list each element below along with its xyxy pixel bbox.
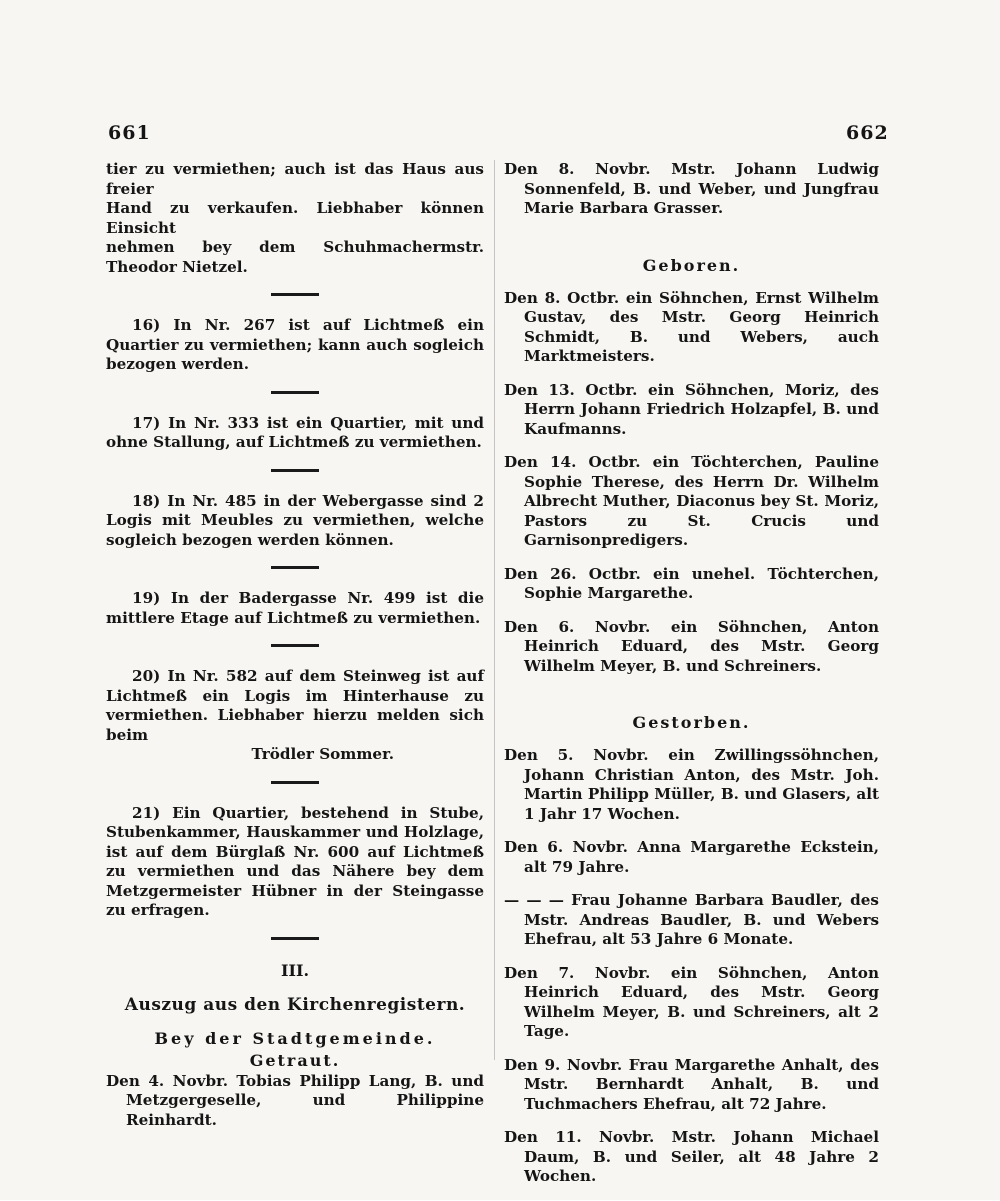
separator-dash <box>271 293 319 296</box>
section-number: III. <box>280 960 310 980</box>
parish-heading: Bey der Stadtgemeinde. <box>154 1028 436 1048</box>
section-title: Auszug aus den Kirchenregistern. <box>124 994 466 1015</box>
ad-18: 18) In Nr. 485 in der Webergasse sind 2 Logis mit Meubles zu vermiethen, welche sogleich bezogen werden können. <box>106 491 484 549</box>
ad-19: 19) In der Badergasse Nr. 499 ist die mittlere Etage auf Lichtmeß zu vermiethen. <box>106 589 484 627</box>
ad-20: 20) In Nr. 582 auf dem Steinweg ist auf Lichtmeß ein Logis im Hinterhause zu vermiethen. Liebhaber hierzu melden sich beim <box>106 667 484 744</box>
separator-dash <box>271 566 319 569</box>
birth-entry: Den 13. Octbr. ein Söhnchen, Moriz, des Herrn Johann Friedrich Holzapfel, B. und Kaufmanns. <box>504 380 879 438</box>
ad-21: 21) Ein Quartier, bestehend in Stube, Stubenkammer, Hauskammer und Holzlage, ist auf dem Bürglaß Nr. 600 auf Lichtmeß zu vermiethen und das Nähere bey dem Metzgermeister Hübner in der Steingasse zu erfragen. <box>106 803 484 919</box>
page-number-left: 661 <box>108 122 151 144</box>
birth-entry: Den 6. Novbr. ein Söhnchen, Anton Heinrich Eduard, des Mstr. Georg Wilhelm Meyer, B. und Schreiners. <box>504 617 879 675</box>
continued-ad <box>106 160 484 277</box>
death-entry: Den 11. Novbr. Mstr. Johann Michael Daum, B. und Seiler, alt 48 Jahre 2 Wochen. <box>504 1128 879 1185</box>
married-entry: Den 8. Novbr. Mstr. Johann Ludwig Sonnenfeld, B. und Weber, und Jungfrau Marie Barbara Grasser. <box>504 160 879 217</box>
death-entry: — — — Frau Johanne Barbara Baudler, des Mstr. Andreas Baudler, B. und Webers Ehefrau, alt 53 Jahre 6 Monate. <box>504 891 879 948</box>
separator-dash <box>271 937 319 940</box>
page-number-right: 662 <box>846 122 889 144</box>
married-heading: Getraut. <box>249 1050 341 1070</box>
text-line: nehmen bey dem Schuhmachermstr. Theodor Nietzel. <box>106 238 484 276</box>
separator-dash <box>271 781 319 784</box>
birth-entry: Den 8. Octbr. ein Söhnchen, Ernst Wilhelm Gustav, des Mstr. Georg Heinrich Schmidt, B. und Webers, auch Marktmeisters. <box>504 288 879 365</box>
death-entry: Den 6. Novbr. Anna Margarethe Eckstein, alt 79 Jahre. <box>504 838 879 876</box>
ad-17: 17) In Nr. 333 ist ein Quartier, mit und ohne Stallung, auf Lichtmeß zu vermiethen. <box>106 413 484 451</box>
birth-entry: Den 26. Octbr. ein unehel. Töchterchen, Sophie Margarethe. <box>504 564 879 602</box>
ad-16: 16) In Nr. 267 ist auf Lichtmeß ein Quartier zu vermiethen; kann auch sogleich bezogen werden. <box>106 316 484 373</box>
separator-dash <box>271 469 319 472</box>
right-column <box>504 160 879 1201</box>
death-entry: Den 9. Novbr. Frau Margarethe Anhalt, des Mstr. Bernhardt Anhalt, B. und Tuchmachers Ehefrau, alt 72 Jahre. <box>504 1055 879 1113</box>
separator-dash <box>271 644 319 647</box>
died-heading: Gestorben. <box>632 713 751 732</box>
text-line: Hand zu verkaufen. Liebhaber können Einsicht <box>106 199 484 237</box>
text-line: tier zu vermiethen; auch ist das Haus aus freier <box>106 160 484 198</box>
death-entry: Den 7. Novbr. ein Söhnchen, Anton Heinrich Eduard, des Mstr. Georg Wilhelm Meyer, B. und Schreiners, alt 2 Tage. <box>504 963 879 1040</box>
born-heading: Geboren. <box>642 255 741 275</box>
death-entry: Den 5. Novbr. ein Zwillingssöhnchen, Johann Christian Anton, des Mstr. Joh. Martin Philipp Müller, B. und Glasers, alt 1 Jahr 17 Wochen. <box>504 746 879 823</box>
ad-20-signature: Trödler Sommer. <box>251 745 394 763</box>
married-entry: Den 4. Novbr. Tobias Philipp Lang, B. und Metzgergeselle, und Philippine Reinhardt. <box>106 1071 484 1129</box>
left-column <box>106 160 484 1130</box>
separator-dash <box>271 391 319 394</box>
birth-entry: Den 14. Octbr. ein Töchterchen, Pauline Sophie Therese, des Herrn Dr. Wilhelm Albrecht Muther, Diaconus bey St. Moriz, Pastors zu St. Crucis und Garnisonpredigers. <box>504 453 879 549</box>
column-divider <box>494 160 495 1060</box>
